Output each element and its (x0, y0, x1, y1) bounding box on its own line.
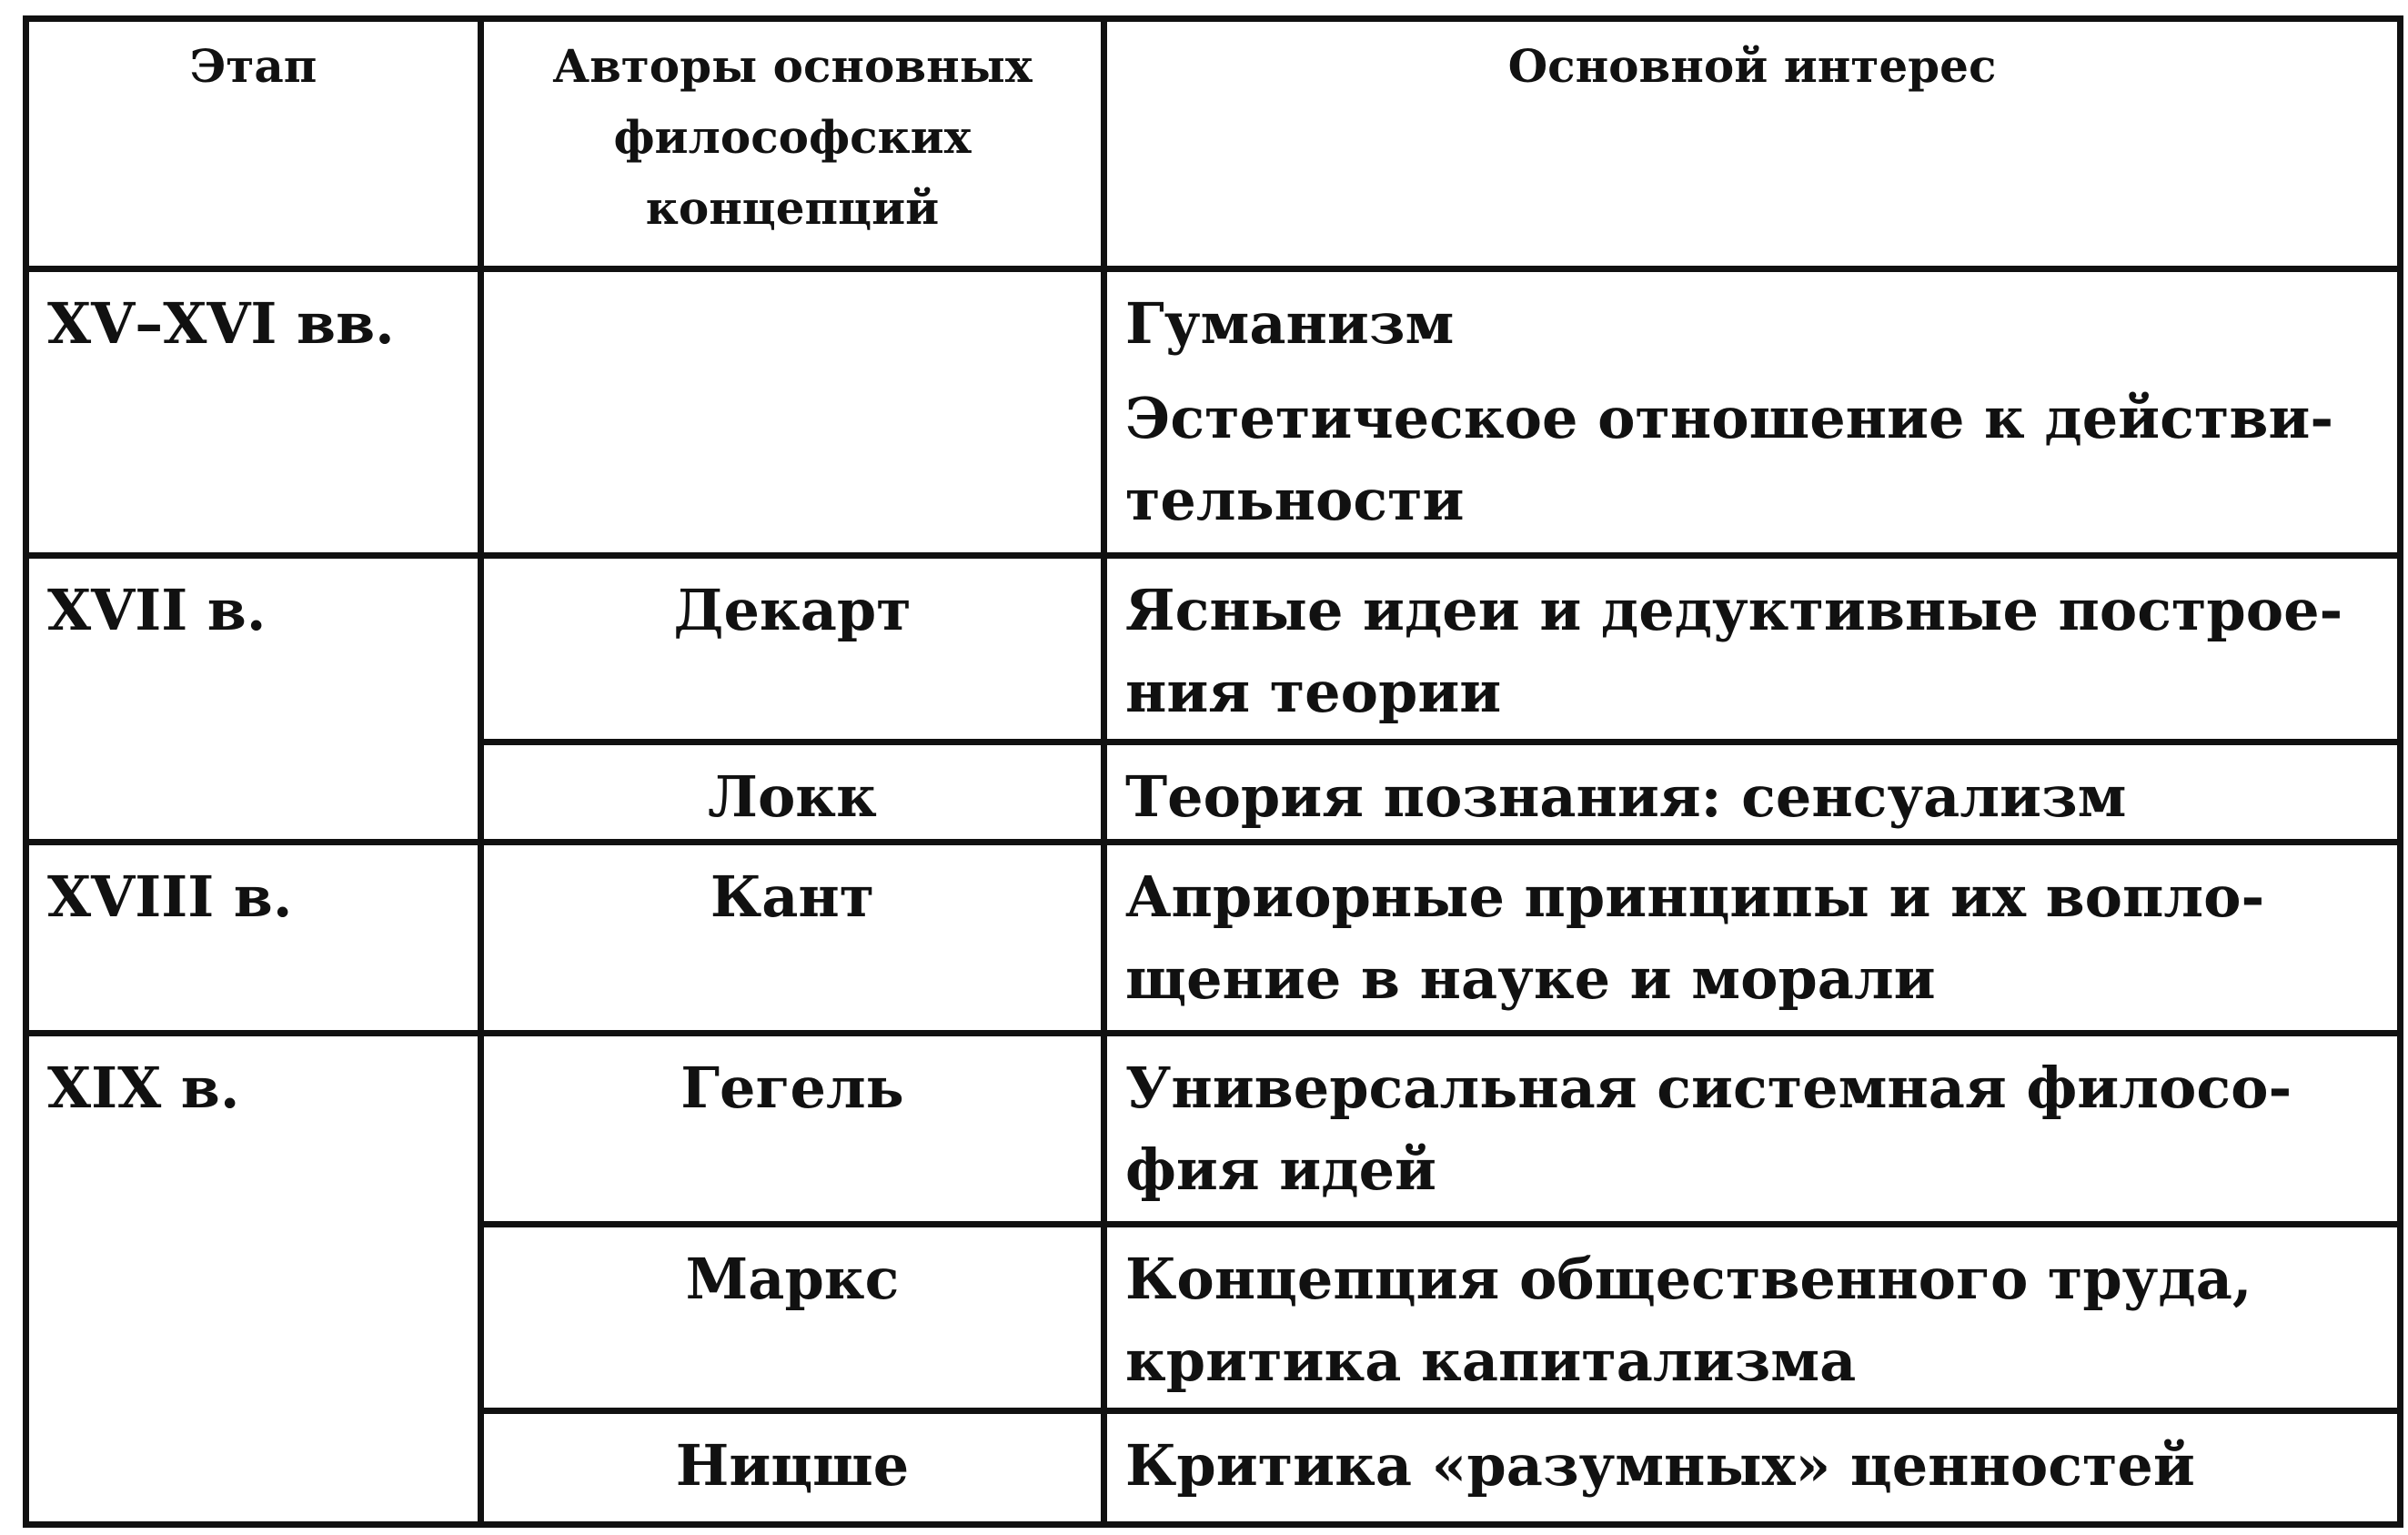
author-cell: Локк (481, 742, 1104, 843)
table-row (26, 1034, 2401, 1225)
interest-cell (1104, 1225, 2401, 1411)
interest-line: Ясные идеи и дедуктивные построе- (1125, 577, 2343, 643)
header-authors-line: Авторы основных (552, 39, 1033, 93)
author-cell: Гегель (481, 1034, 1104, 1225)
interest-line: Гуманизм (1125, 290, 1455, 357)
stage-cell: XVIII в. (26, 843, 481, 1034)
table-header-row (26, 19, 2401, 269)
interest-cell (1104, 1411, 2401, 1525)
interest-cell (1104, 843, 2401, 1034)
interest-line: ния теории (1125, 659, 1502, 725)
interest-line: Априорные принципы и их вопло- (1125, 863, 2265, 930)
header-authors-line: концепций (645, 181, 940, 235)
table-row (26, 269, 2401, 556)
interest-line: тельности (1125, 467, 1465, 533)
interest-line: Эстетическое отношение к действи- (1125, 385, 2334, 451)
stage-cell: XV–XVI вв. (26, 269, 481, 556)
interest-cell (1104, 742, 2401, 843)
stage-cell: XIX в. (26, 1034, 481, 1525)
philosophy-table-container (23, 15, 2397, 1521)
interest-line: Критика «разумных» ценностей (1125, 1432, 2195, 1499)
author-cell: Маркс (481, 1225, 1104, 1411)
header-stage: Этап (26, 19, 481, 269)
interest-cell (1104, 1034, 2401, 1225)
table-row (26, 556, 2401, 742)
interest-cell (1104, 556, 2401, 742)
interest-line: фия идей (1125, 1136, 1437, 1203)
header-authors (481, 19, 1104, 269)
header-interest: Основной интерес (1104, 19, 2401, 269)
interest-line: Универсальная системная филосо- (1125, 1055, 2292, 1121)
interest-line: щение в науке и морали (1125, 945, 1936, 1012)
header-authors-line: философских (613, 110, 972, 164)
interest-line: Теория познания: сенсуализм (1125, 763, 2127, 830)
interest-line: Концепция общественного труда, (1125, 1246, 2252, 1312)
author-cell: Декарт (481, 556, 1104, 742)
table-row (26, 843, 2401, 1034)
interest-cell (1104, 269, 2401, 556)
author-cell (481, 269, 1104, 556)
author-cell: Ницше (481, 1411, 1104, 1525)
author-cell: Кант (481, 843, 1104, 1034)
stage-cell: XVII в. (26, 556, 481, 843)
interest-line: критика капитализма (1125, 1328, 1857, 1394)
philosophy-table (23, 15, 2403, 1528)
